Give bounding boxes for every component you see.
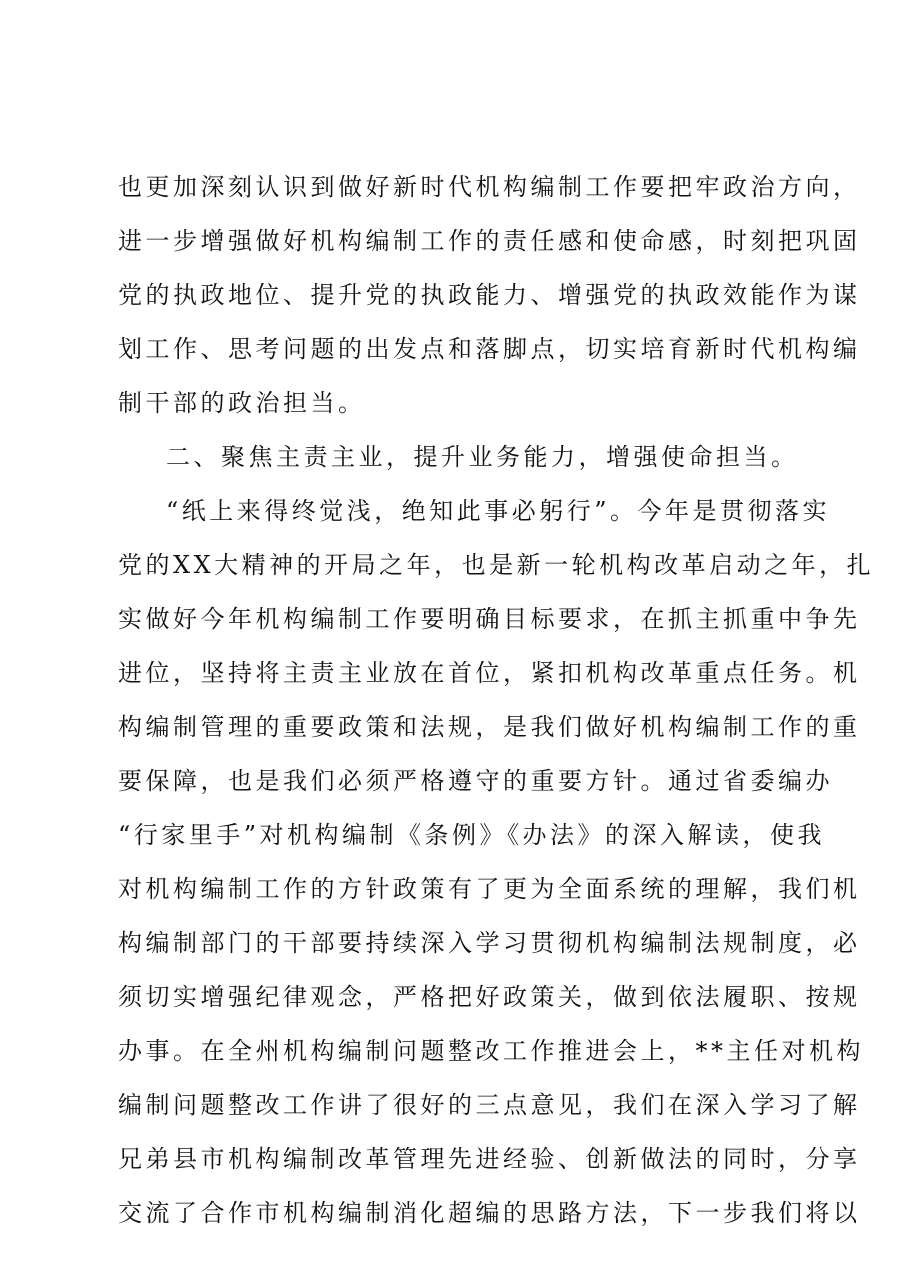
text-line: 进一步增强做好机构编制工作的责任感和使命感，时刻把巩固 — [118, 227, 861, 255]
text-line: 实做好今年机构编制工作要明确目标要求，在抓主抓重中争先 — [118, 605, 861, 633]
text-line: 也更加深刻认识到做好新时代机构编制工作要把牢政治方向， — [118, 173, 861, 201]
text-line: 交流了合作市机构编制消化超编的思路方法，下一步我们将以 — [118, 1199, 861, 1227]
text-line: 要保障，也是我们必须严格遵守的重要方针。通过省委编办 — [118, 767, 833, 795]
section-heading: 二、聚焦主责主业，提升业务能力，增强使命担当。 — [166, 443, 799, 471]
text-line: 制干部的政治担当。 — [118, 389, 366, 417]
text-line: 对机构编制工作的方针政策有了更为全面系统的理解，我们机 — [118, 875, 861, 903]
text-line: 兄弟县市机构编制改革管理先进经验、创新做法的同时，分享 — [118, 1145, 861, 1173]
text-line: “行家里手”对机构编制《条例》《办法》的深入解读，使我 — [118, 821, 826, 849]
text-line: “纸上来得终觉浅，绝知此事必躬行”。今年是贯彻落实 — [166, 497, 831, 525]
text-line: 办事。在全州机构编制问题整改工作推进会上，**主任对机构 — [118, 1037, 864, 1065]
text-line: 构编制管理的重要政策和法规，是我们做好机构编制工作的重 — [118, 713, 861, 741]
document-body — [118, 160, 875, 1240]
text-line: 编制问题整改工作讲了很好的三点意见，我们在深入学习了解 — [118, 1091, 861, 1119]
text-line: 进位，坚持将主责主业放在首位，紧扣机构改革重点任务。机 — [118, 659, 861, 687]
text-line: 划工作、思考问题的出发点和落脚点，切实培育新时代机构编 — [118, 335, 861, 363]
text-line: 构编制部门的干部要持续深入学习贯彻机构编制法规制度，必 — [118, 929, 861, 957]
text-line: 党的执政地位、提升党的执政能力、增强党的执政效能作为谋 — [118, 281, 861, 309]
text-line: 须切实增强纪律观念，严格把好政策关，做到依法履职、按规 — [118, 983, 861, 1011]
text-line: 党的XX大精神的开局之年，也是新一轮机构改革启动之年，扎 — [118, 551, 875, 579]
